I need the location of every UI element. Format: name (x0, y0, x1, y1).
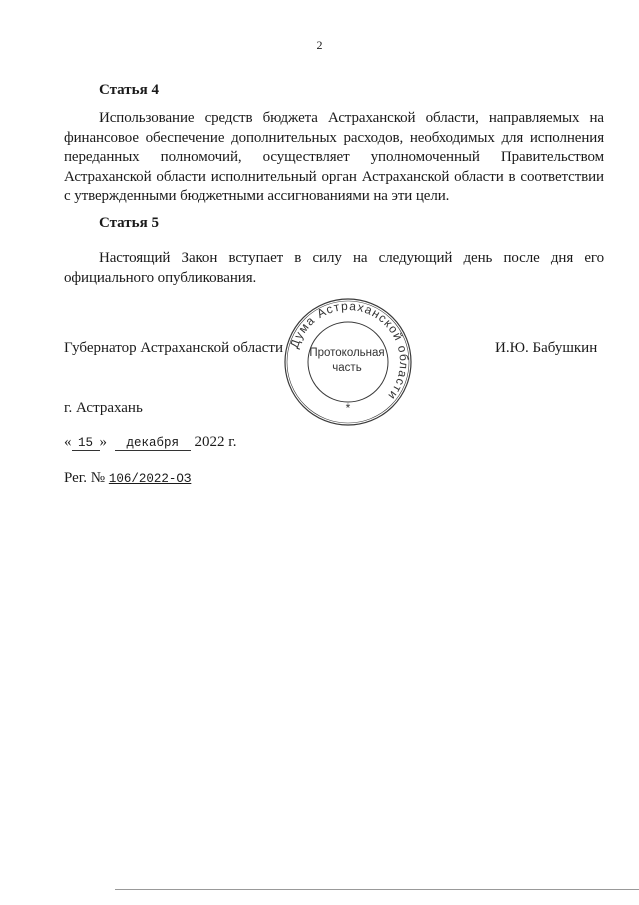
stamp-star: * (345, 401, 351, 415)
registration-label: Рег. № (64, 470, 106, 486)
date-close-quote: » (99, 434, 107, 450)
registration-number: 106/2022-ОЗ (108, 472, 192, 486)
place: г. Астрахань (64, 400, 143, 416)
article-4-heading: Статья 4 (99, 82, 159, 98)
article-5-heading: Статья 5 (99, 215, 159, 231)
stamp-center-text (299, 346, 395, 376)
date-day: 15 (72, 436, 100, 451)
date-year: 2022 г. (194, 434, 237, 450)
bottom-divider (115, 889, 639, 890)
governor-name: И.Ю. Бабушкин (495, 340, 598, 356)
date-open-quote: « (64, 434, 72, 450)
stamp-ring-text: Дума Астраханской области (287, 298, 412, 404)
article-5-text: Настоящий Закон вступает в силу на следующий день после дня его официального опубликования. (64, 250, 604, 286)
page-number: 2 (316, 38, 323, 52)
article-4-text: Использование средств бюджета Астраханской области, направляемых на финансовое обеспечение дополнительных расходов, необходимых для исполнения переданных полномочий, осуществляет уполномоченный Правительством Астраханской области исполнительный орган Астраханской области в соответствии с утвержденными бюджетными ассигнованиями на эти цели. (64, 110, 604, 204)
governor-position: Губернатор Астраханской области (64, 340, 284, 356)
stamp-center-line-1: Протокольная (309, 347, 385, 359)
stamp-center-line-2: часть (332, 362, 362, 374)
date-month: декабря (115, 436, 191, 451)
registration (64, 470, 191, 487)
signing-date (64, 434, 236, 451)
